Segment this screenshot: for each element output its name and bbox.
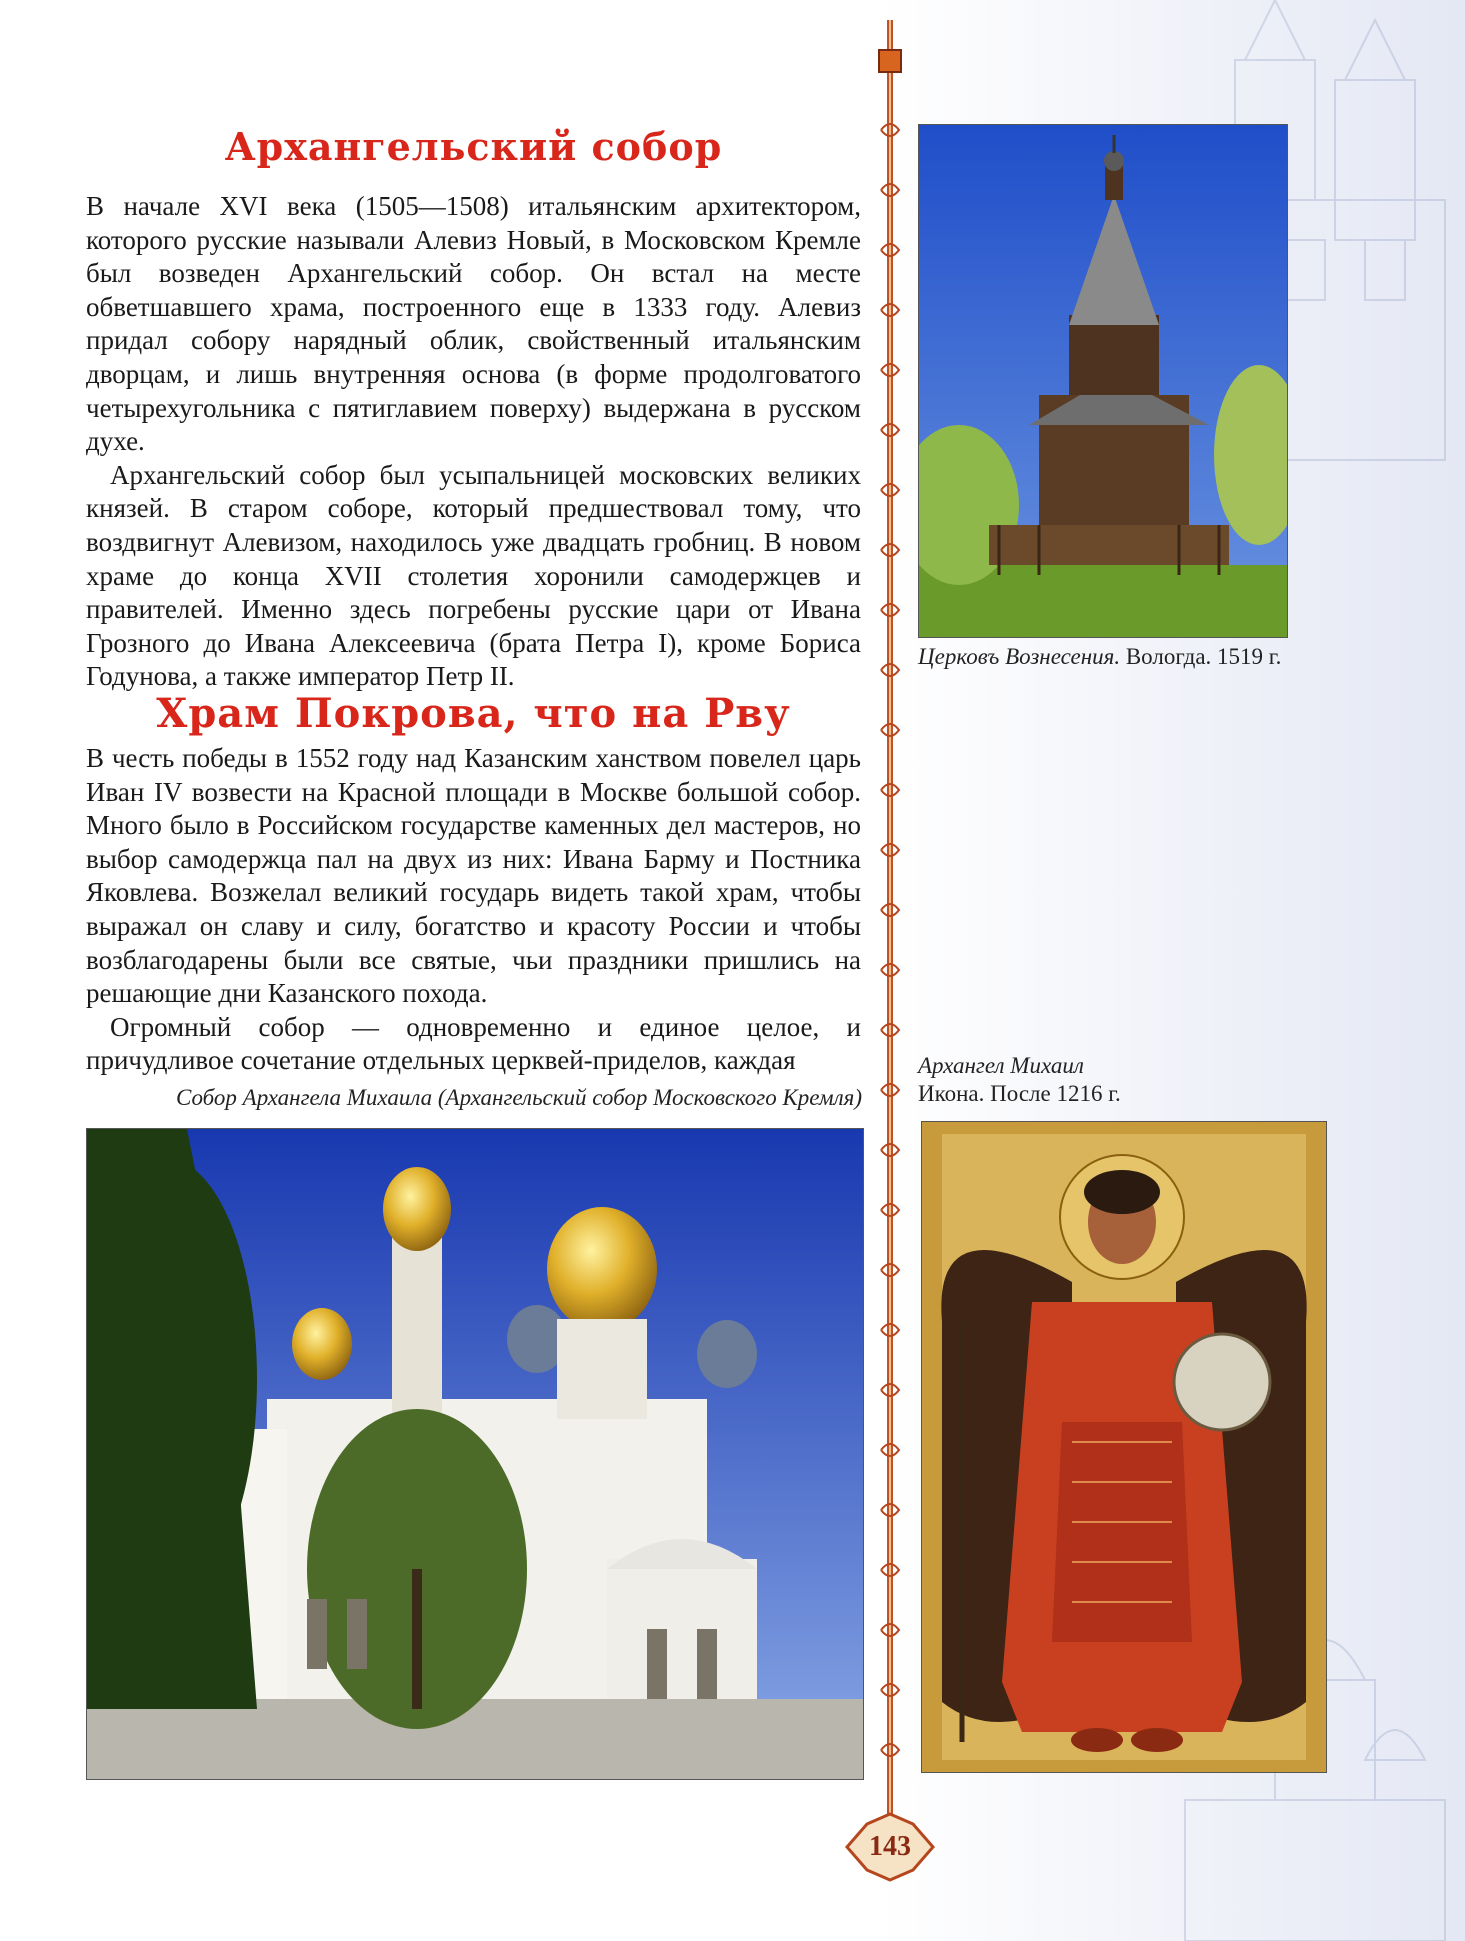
church-caption (918, 644, 1281, 670)
cathedral-caption: Собор Архангела Михаила (Архангельский собор Московского Кремля) (175, 1085, 862, 1110)
paragraph: В честь победы в 1552 году над Казанским ханством повелел царь Иван IV возвести на Красной площади в Москве большой собор. Много было в Российском государстве каменных дел мастеров, но выбор самодержца пал на двух из них: Ивана Барму и Постника Яковлева. Возжелал великий государь видеть такой храм, чтобы выражал он славу и силу, богатство и красоту России и чтобы возблагодарены были все святые, чьи праздники пришлись на решающие дни Казанского похода. (86, 743, 861, 1009)
page-number: 143 (869, 1831, 911, 1862)
church-caption-title: Церковъ Вознесения. (918, 644, 1121, 669)
church-photo (918, 124, 1288, 638)
icon-caption-date: Икона. После 1216 г. (918, 1081, 1121, 1106)
icon-caption (918, 1052, 1121, 1108)
church-caption-date: Вологда. 1519 г. (1125, 644, 1282, 669)
section2-text (86, 742, 861, 1078)
icon-caption-title: Архангел Михаил (918, 1053, 1084, 1078)
ornamental-divider (873, 20, 907, 1850)
section-title-pokrova: Храм Покрова, что на Рву (156, 690, 791, 737)
paragraph: В начале XVI века (1505—1508) итальянским архитектором, которого русские называли Алевиз Новый, в Московском Кремле был возведен Архангельский собор. Он встал на месте обветшавшего храма, построенного еще в 1333 году. Алевиз придал собору нарядный облик, свойственный итальянским дворцам, и лишь внутренняя основа (в форме продолговатого четырехугольника с пятиглавием поверху) выдержана в русском духе. (86, 191, 861, 457)
paragraph: Архангельский собор был усыпальницей московских великих князей. В старом соборе, который предшествовал тому, что воздвигнут Алевизом, находилось уже двадцать гробниц. В новом храме до конца XVII столетия хоронили самодержцев и правителей. Именно здесь погребены русские цари от Ивана Грозного до Ивана Алексеевича (брата Петра I), кроме Бориса Годунова, а также император Петр II. (86, 459, 861, 692)
cathedral-photo (86, 1128, 864, 1780)
section-title-arkhangelsky: Архангельский собор (224, 124, 723, 169)
paragraph: Огромный собор — одновременно и единое целое, и причудливое сочетание отдельных церквей-приделов, каждая (86, 1011, 861, 1076)
section1-text (86, 190, 861, 694)
archangel-icon-photo (921, 1121, 1327, 1773)
